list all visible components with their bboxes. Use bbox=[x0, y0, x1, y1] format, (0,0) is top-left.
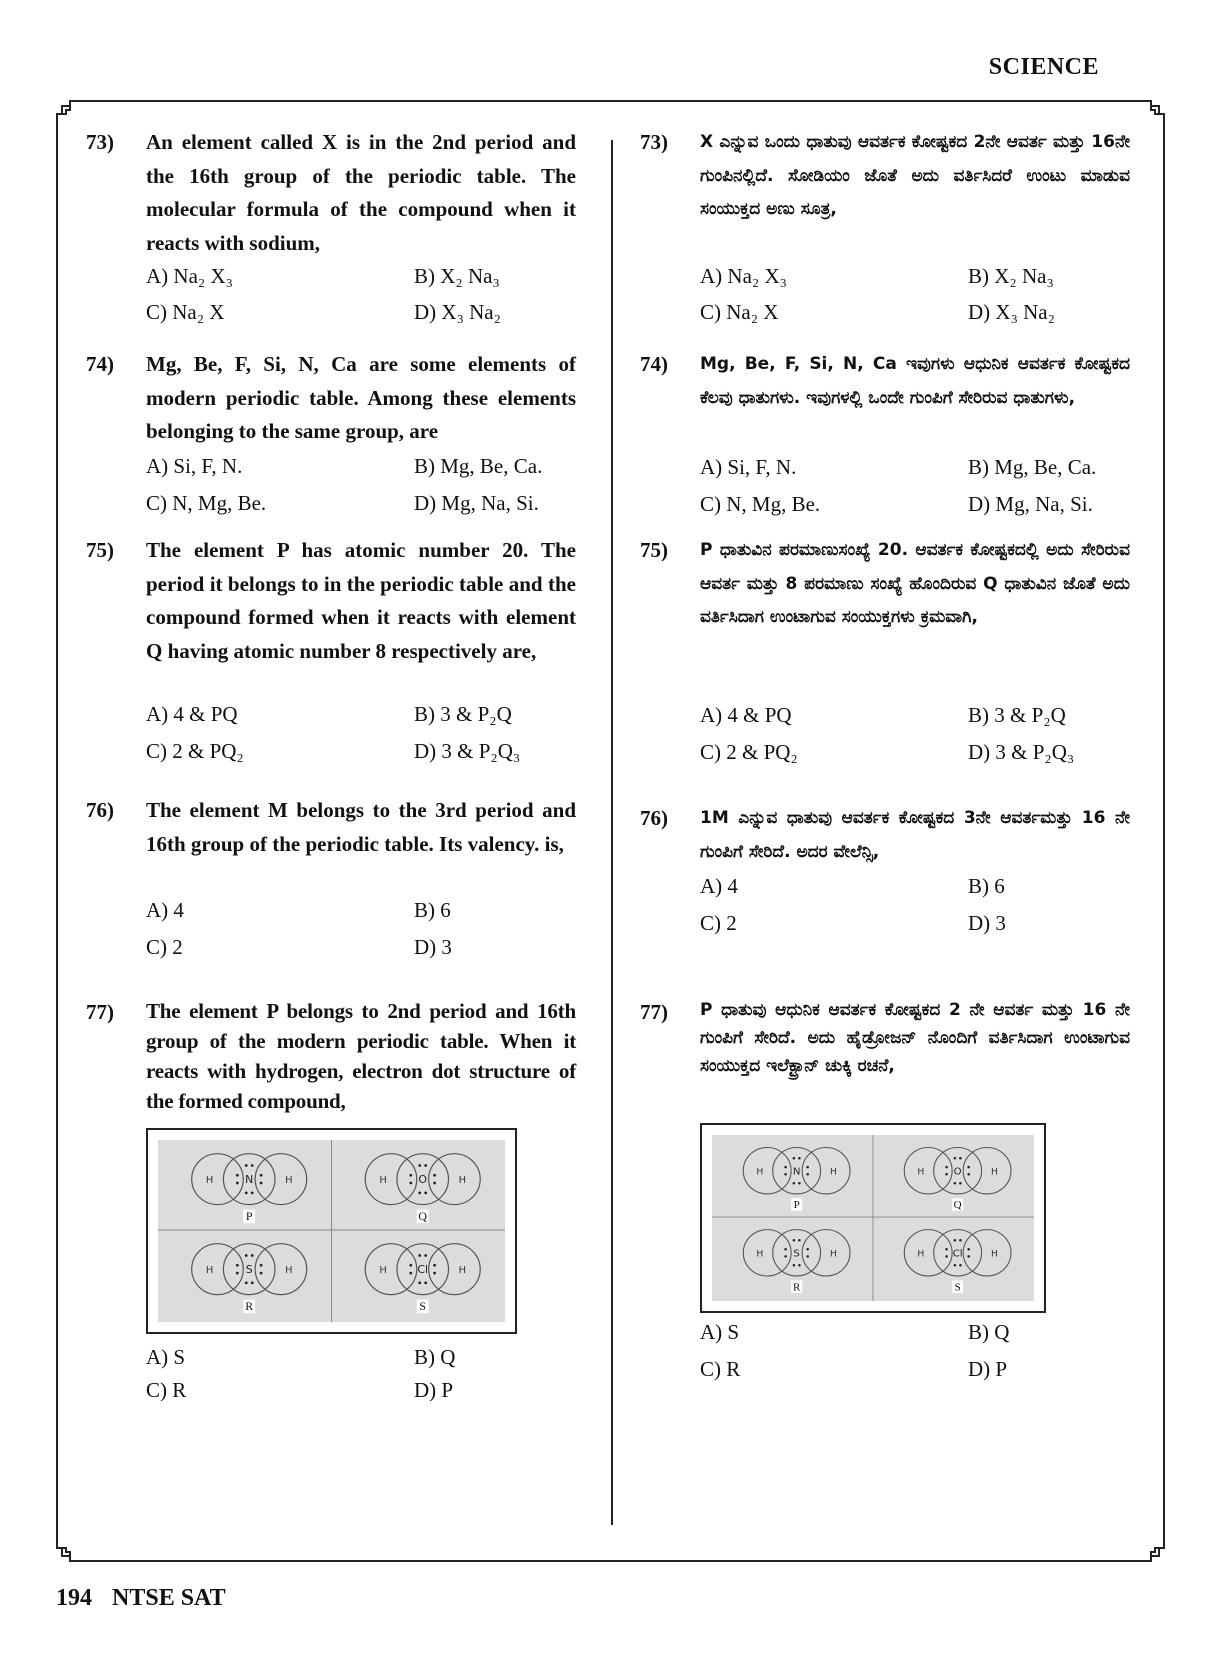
option-a: A) S bbox=[700, 1320, 740, 1344]
option-d: D) P bbox=[968, 1357, 1008, 1381]
svg-text:H: H bbox=[829, 1249, 837, 1260]
svg-text:H: H bbox=[990, 1249, 998, 1260]
dot-structure-r bbox=[192, 1244, 307, 1314]
dot-structure-q bbox=[904, 1147, 1011, 1211]
option-a: A) 4 bbox=[146, 898, 184, 922]
option-b: B) 3 & P₂Q bbox=[414, 702, 512, 726]
option-b: B) Mg, Be, Ca. bbox=[414, 454, 543, 478]
option-c: C) N, Mg, Be. bbox=[146, 491, 267, 515]
svg-text:O: O bbox=[418, 1173, 428, 1187]
option-c: C) 2 & PQ₂ bbox=[700, 740, 798, 764]
question-text: P ಧಾತುವಿನ ಪರಮಾಣುಸಂಖ್ಯೆ 20. ಆವರ್ತಕ ಕೋಷ್ಟಕದಲ್ಲಿ ಅದು ಸೇರಿರುವ ಆವರ್ತ ಮತ್ತು 8 ಪರಮಾಣು ಸಂಖ್ಯೆ ಹೊಂದಿರುವ Q ಧಾತುವಿನ ಜೊತೆ ಅದು ವರ್ತಿಸಿದಾಗ ಉಂಟಾಗುವ ಸಂಯುಕ್ತಗಳು ಕ್ರಮವಾಗಿ, bbox=[700, 540, 1130, 627]
option-c: C) 2 bbox=[700, 911, 737, 935]
question-text: X ಎನ್ನುವ ಒಂದು ಧಾತುವು ಆವರ್ತಕ ಕೋಷ್ಟಕದ 2ನೇ ಆವರ್ತ ಮತ್ತು 16ನೇ ಗುಂಪಿನಲ್ಲಿದೆ. ಸೋಡಿಯಂ ಜೊತೆ ಅದು ವರ್ತಿಸಿದರೆ ಉಂಟು ಮಾಡುವ ಸಂಯುಕ್ತದ ಅಣು ಸೂತ್ರ, bbox=[700, 132, 1130, 219]
electron-dot-figure bbox=[146, 1128, 517, 1334]
option-d: D) 3 bbox=[968, 911, 1006, 935]
option-c: C) 2 bbox=[146, 935, 183, 959]
page-footer bbox=[56, 1585, 246, 1612]
column-divider bbox=[611, 140, 613, 1525]
svg-text:H: H bbox=[458, 1265, 467, 1277]
option-c: C) Na₂ X bbox=[146, 300, 225, 324]
option-a: A) 4 & PQ bbox=[146, 702, 238, 726]
svg-text:H: H bbox=[205, 1265, 214, 1277]
option-d: D) X₃ Na₂ bbox=[414, 300, 501, 324]
panel-label: R bbox=[792, 1281, 801, 1294]
svg-text:N: N bbox=[245, 1173, 254, 1187]
option-a: A) 4 & PQ bbox=[700, 703, 792, 727]
svg-text:H: H bbox=[829, 1167, 837, 1178]
dot-structure-q bbox=[365, 1154, 480, 1224]
option-a: A) S bbox=[146, 1345, 186, 1369]
option-b: B) 6 bbox=[414, 898, 451, 922]
svg-text:S: S bbox=[793, 1248, 800, 1260]
question-text: P ಧಾತುವು ಆಧುನಿಕ ಆವರ್ತಕ ಕೋಷ್ಟಕದ 2 ನೇ ಆವರ್ತ ಮತ್ತು 16 ನೇ ಗುಂಪಿಗೆ ಸೇರಿದೆ. ಅದು ಹೈಡ್ರೋಜನ್ ನೊಂದಿಗೆ ವರ್ತಿಸಿದಾಗ ಉಂಟಾಗುವ ಸಂಯುಕ್ತದ ಇಲೆಕ್ಟ್ರಾನ್ ಚುಕ್ಕಿ ರಚನೆ, bbox=[700, 1000, 1130, 1076]
panel-label: P bbox=[793, 1199, 800, 1212]
question-number: 74) bbox=[640, 352, 668, 376]
option-d: D) Mg, Na, Si. bbox=[414, 491, 539, 515]
question-number: 77) bbox=[86, 1000, 114, 1024]
option-a: A) Na₂ X₃ bbox=[146, 264, 233, 288]
corner-ornament bbox=[1137, 1534, 1165, 1562]
option-d: D) 3 bbox=[414, 935, 452, 959]
option-c: C) R bbox=[146, 1378, 187, 1402]
svg-text:H: H bbox=[917, 1167, 925, 1178]
panel-label: Q bbox=[953, 1199, 962, 1212]
question-number: 73) bbox=[86, 130, 114, 154]
svg-text:H: H bbox=[285, 1265, 293, 1277]
question-text: An element called X is in the 2nd period and the 16th group of the periodic table. The molecular formula of the compound when it reacts with sodium, bbox=[146, 130, 576, 255]
option-b: B) X₂ Na₃ bbox=[968, 264, 1054, 288]
dot-structure-s bbox=[365, 1244, 480, 1314]
option-b: B) Q bbox=[414, 1345, 456, 1369]
option-c: C) Na₂ X bbox=[700, 300, 779, 324]
corner-ornament bbox=[56, 1534, 84, 1562]
question-number: 73) bbox=[640, 130, 668, 154]
option-c: C) R bbox=[700, 1357, 741, 1381]
option-c: C) 2 & PQ₂ bbox=[146, 739, 244, 763]
svg-text:H: H bbox=[756, 1167, 764, 1178]
question-text: The element M belongs to the 3rd period and 16th group of the periodic table. Its valency. is, bbox=[146, 798, 576, 856]
option-b: B) 3 & P₂Q bbox=[968, 703, 1066, 727]
svg-text:H: H bbox=[990, 1167, 998, 1178]
panel-label: R bbox=[245, 1299, 254, 1314]
option-a: A) Si, F, N. bbox=[700, 455, 797, 479]
electron-dot-figure bbox=[700, 1123, 1046, 1313]
question-number: 76) bbox=[640, 806, 668, 830]
svg-text:H: H bbox=[285, 1175, 293, 1187]
option-d: D) 3 & P₂Q₃ bbox=[968, 740, 1075, 764]
svg-text:H: H bbox=[205, 1175, 214, 1187]
question-text: The element P has atomic number 20. The period it belongs to in the periodic table and the compound formed when it reacts with element Q having atomic number 8 respectively are, bbox=[146, 538, 576, 663]
book-title: NTSE SAT bbox=[112, 1585, 226, 1611]
header-subject: SCIENCE bbox=[988, 54, 1099, 80]
dot-structure-p bbox=[743, 1147, 850, 1211]
option-d: D) P bbox=[414, 1378, 454, 1402]
page-number: 194 bbox=[56, 1585, 92, 1611]
corner-ornament bbox=[1137, 100, 1165, 128]
dot-structure-s bbox=[904, 1230, 1011, 1294]
svg-text:Cl: Cl bbox=[417, 1263, 429, 1277]
option-a: A) Na₂ X₃ bbox=[700, 264, 787, 288]
svg-text:O: O bbox=[953, 1166, 962, 1178]
option-b: B) Q bbox=[968, 1320, 1010, 1344]
svg-text:H: H bbox=[379, 1175, 387, 1187]
question-text: 1M ಎನ್ನುವ ಧಾತುವು ಆವರ್ತಕ ಕೋಷ್ಟಕದ 3ನೇ ಆವರ್ತಮತ್ತು 16 ನೇ ಗುಂಪಿಗೆ ಸೇರಿದೆ. ಅದರ ವೇಲೆನ್ಸಿ, bbox=[700, 808, 1130, 862]
svg-text:H: H bbox=[458, 1175, 467, 1187]
svg-text:H: H bbox=[756, 1249, 764, 1260]
option-c: C) N, Mg, Be. bbox=[700, 492, 821, 516]
dot-structure-p bbox=[192, 1154, 307, 1224]
question-number: 77) bbox=[640, 1000, 668, 1024]
question-number: 75) bbox=[86, 538, 114, 562]
svg-text:S: S bbox=[245, 1263, 253, 1277]
svg-text:H: H bbox=[917, 1249, 925, 1260]
option-d: D) X₃ Na₂ bbox=[968, 300, 1055, 324]
question-number: 76) bbox=[86, 798, 114, 822]
option-b: B) X₂ Na₃ bbox=[414, 264, 500, 288]
svg-text:Cl: Cl bbox=[952, 1248, 963, 1260]
question-text: Mg, Be, F, Si, N, Ca ಇವುಗಳು ಆಧುನಿಕ ಆವರ್ತಕ ಕೋಷ್ಟಕದ ಕೆಲವು ಧಾತುಗಳು. ಇವುಗಳಲ್ಲಿ ಒಂದೇ ಗುಂಪಿಗೆ ಸೇರಿರುವ ಧಾತುಗಳು, bbox=[700, 354, 1130, 408]
panel-label: S bbox=[954, 1281, 961, 1294]
option-d: D) 3 & P₂Q₃ bbox=[414, 739, 521, 763]
question-number: 75) bbox=[640, 538, 668, 562]
option-a: A) Si, F, N. bbox=[146, 454, 243, 478]
question-number: 74) bbox=[86, 352, 114, 376]
option-b: B) Mg, Be, Ca. bbox=[968, 455, 1097, 479]
option-a: A) 4 bbox=[700, 874, 738, 898]
panel-label: P bbox=[245, 1209, 253, 1224]
dot-structure-r bbox=[743, 1230, 850, 1294]
option-b: B) 6 bbox=[968, 874, 1005, 898]
panel-label: Q bbox=[418, 1209, 428, 1224]
svg-text:H: H bbox=[379, 1265, 387, 1277]
panel-label: S bbox=[419, 1299, 427, 1314]
corner-ornament bbox=[56, 100, 84, 128]
question-text: Mg, Be, F, Si, N, Ca are some elements of modern periodic table. Among these elements belonging to the same group, are bbox=[146, 352, 576, 443]
option-d: D) Mg, Na, Si. bbox=[968, 492, 1093, 516]
question-text: The element P belongs to 2nd period and 16th group of the modern periodic table. When it reacts with hydrogen, electron dot structure of the formed compound, bbox=[146, 999, 576, 1113]
svg-text:N: N bbox=[792, 1166, 801, 1178]
